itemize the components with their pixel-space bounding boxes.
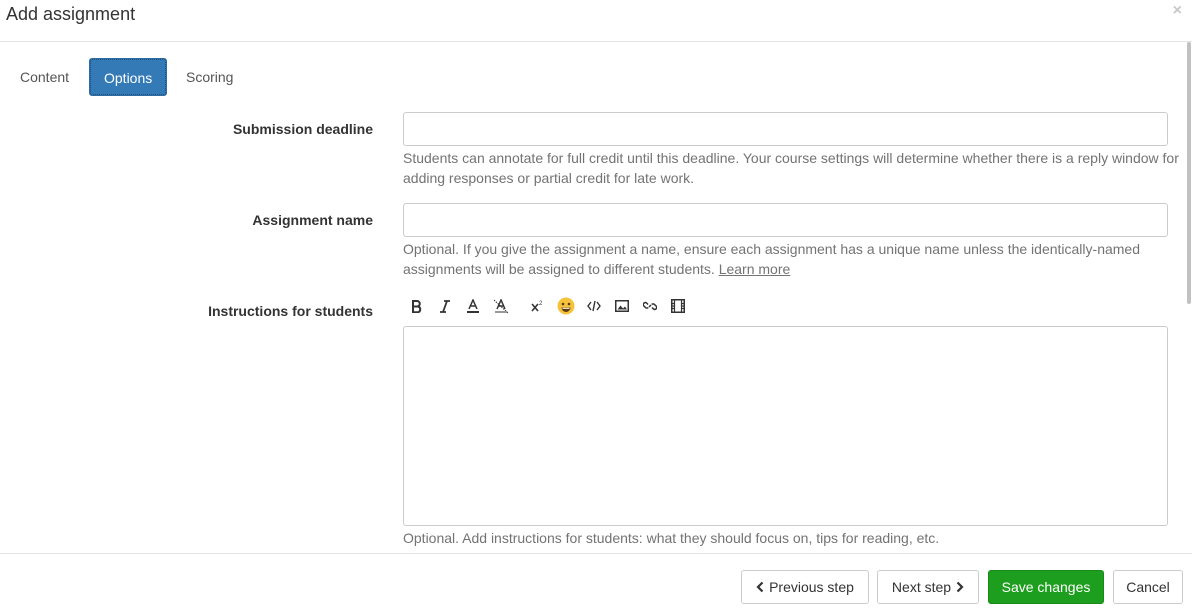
close-icon[interactable]: × [1172,2,1182,19]
text-color-icon[interactable] [462,293,484,319]
learn-more-link[interactable]: Learn more [718,261,791,277]
instructions-editor[interactable] [403,326,1168,526]
svg-text:2: 2 [539,301,543,307]
superscript-icon[interactable] [527,293,549,319]
scrollbar[interactable] [1186,42,1192,554]
previous-step-button[interactable] [741,570,869,604]
assignment-name-input[interactable] [403,203,1168,237]
video-icon[interactable] [667,293,689,319]
next-step-button[interactable] [877,570,979,604]
scrollbar-thumb[interactable] [1187,42,1191,304]
previous-step-label: Previous step [769,579,854,595]
modal-title: Add assignment [6,4,136,24]
assignment-name-label: Assignment name [252,212,373,228]
bold-icon[interactable] [406,293,428,319]
save-changes-button[interactable]: Save changes [988,570,1104,604]
modal-footer [0,553,1192,608]
chevron-right-icon [956,581,964,593]
tab-options[interactable]: Options [89,58,167,96]
instructions-label: Instructions for students [208,303,373,319]
tab-scoring[interactable]: Scoring [186,69,234,85]
deadline-help-text: Students can annotate for full credit until this deadline. Your course settings will determine whether there is a reply window for adding responses or partial credit for late work. [403,150,1179,186]
clear-format-icon[interactable] [490,293,512,319]
cancel-button[interactable]: Cancel [1113,570,1183,604]
deadline-input[interactable] [403,112,1168,146]
modal-header [0,0,1192,42]
italic-icon[interactable] [434,293,456,319]
assignment-name-help-text: Optional. If you give the assignment a name, ensure each assignment has a unique name unless the identically-named assignments will be assigned to different students. [403,241,1140,277]
emoji-icon[interactable] [555,293,577,319]
image-icon[interactable] [611,293,633,319]
next-step-label: Next step [891,579,952,595]
instructions-help-text: Optional. Add instructions for students: what they should focus on, tips for reading, etc. [403,530,940,546]
assignment-name-help [403,239,1183,279]
chevron-left-icon [756,581,764,593]
deadline-label: Submission deadline [232,121,373,137]
code-icon[interactable] [583,293,605,319]
tab-bar [0,58,400,96]
link-icon[interactable] [639,293,661,319]
editor-toolbar [403,293,723,319]
tab-content[interactable]: Content [20,69,70,85]
